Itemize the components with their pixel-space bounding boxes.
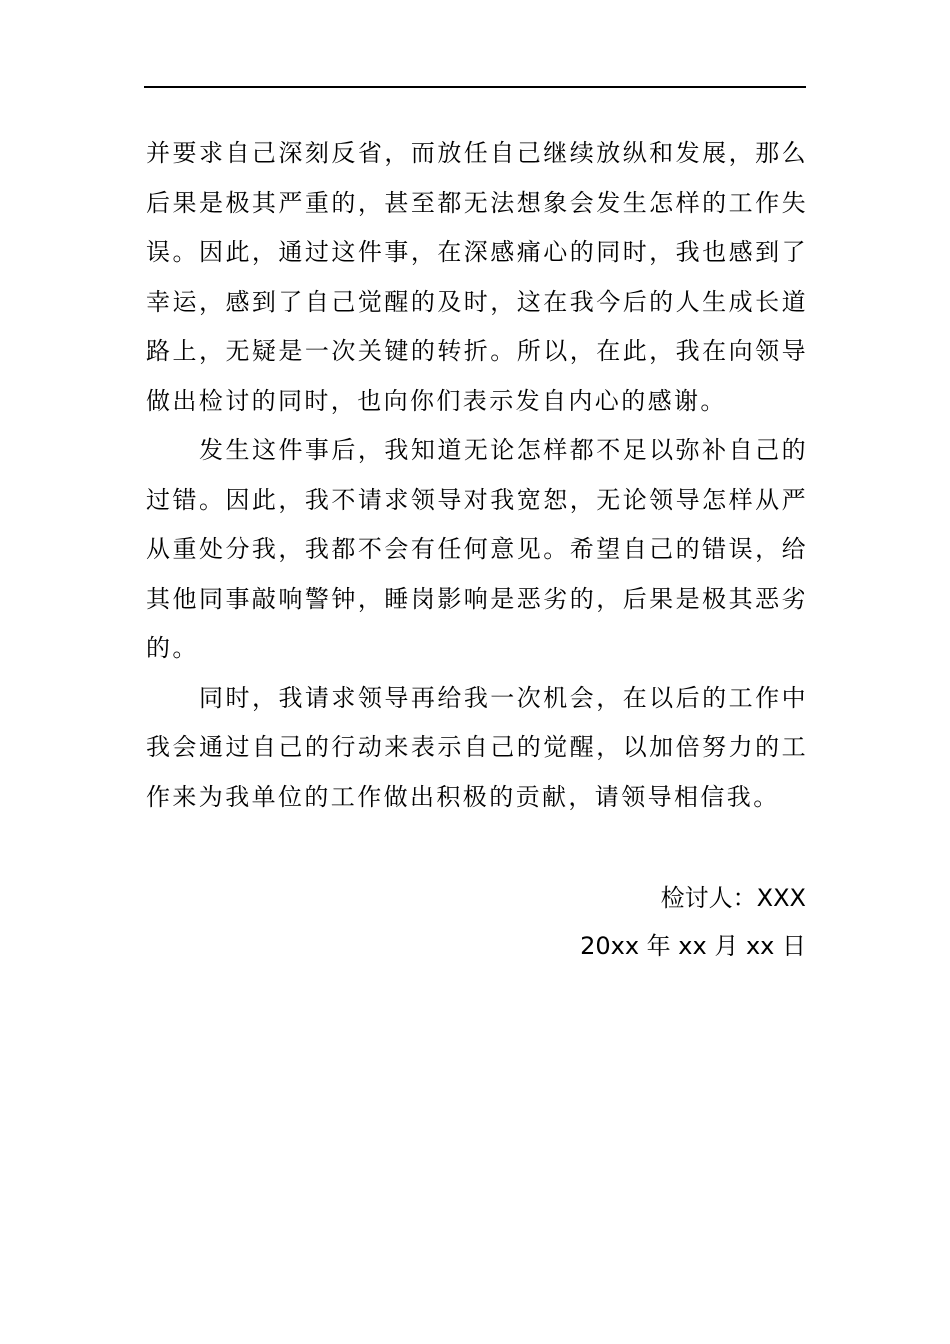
paragraph-2: 发生这件事后，我知道无论怎样都不足以弥补自己的过错。因此，我不请求领导对我宽恕，无论领导怎样从严从重处分我，我都不会有任何意见。希望自己的错误，给其他同事敲响警钟，睡岗影响是恶劣的，后果是极其恶劣的。 [146,436,808,662]
paragraph-1: 并要求自己深刻反省，而放任自己继续放纵和发展，那么后果是极其严重的，甚至都无法想象会发生怎样的工作失误。因此，通过这件事，在深感痛心的同时，我也感到了幸运，感到了自己觉醒的及时，这在我今后的人生成长道路上，无疑是一次关键的转折。所以，在此，我在向领导做出检讨的同时，也向你们表示发自内心的感谢。 [146,139,808,415]
signature-author: 检讨人：XXX [660,884,806,912]
signature-date: 20xx 年 xx 月 xx 日 [580,932,806,960]
document-body [146,129,808,822]
signature-block [580,874,806,970]
header-rule [144,86,806,88]
paragraph-3: 同时，我请求领导再给我一次机会，在以后的工作中我会通过自己的行动来表示自己的觉醒，以加倍努力的工作来为我单位的工作做出积极的贡献，请领导相信我。 [146,683,808,811]
